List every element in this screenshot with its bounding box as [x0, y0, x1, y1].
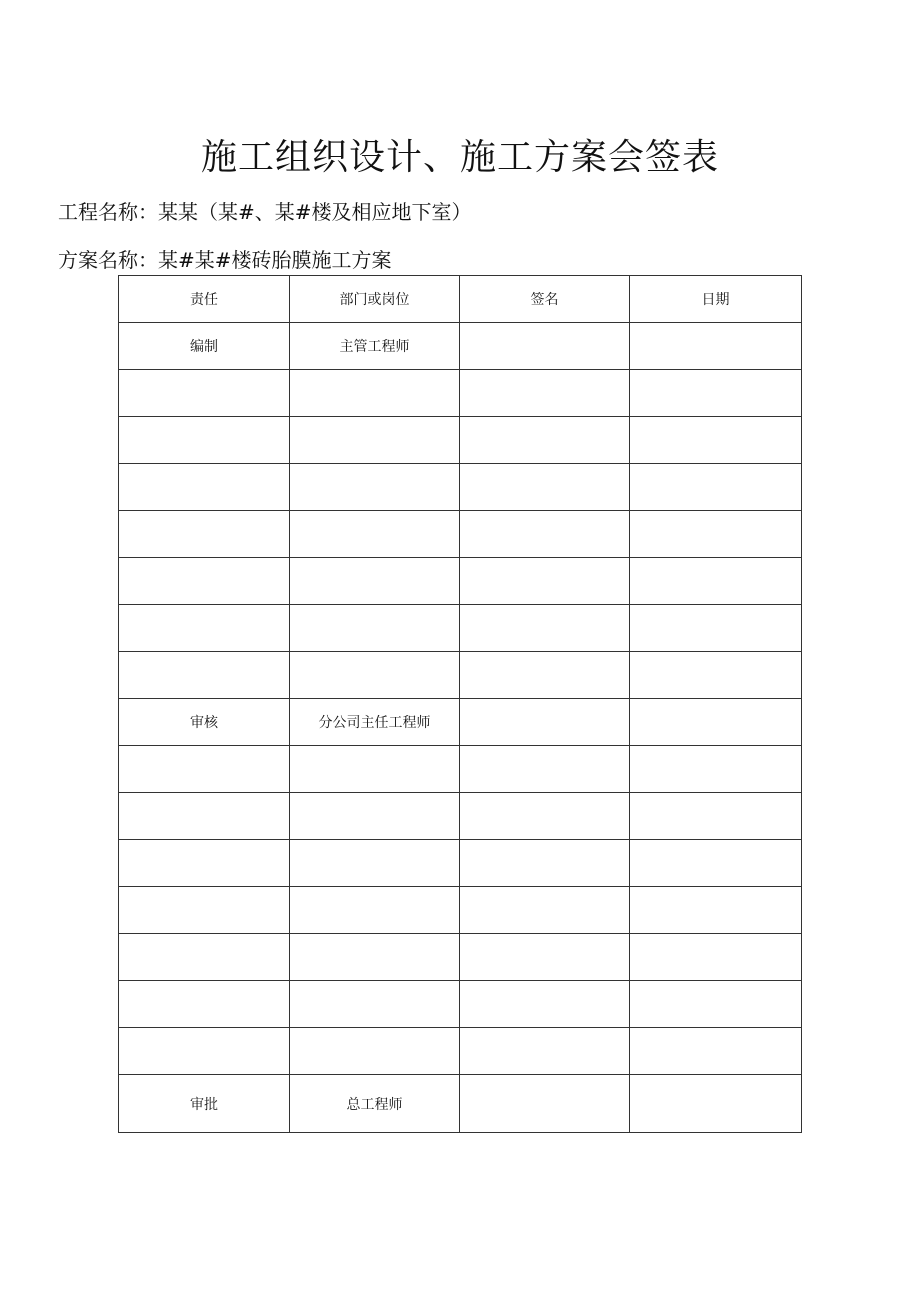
- department-cell: [290, 652, 460, 699]
- table-row: [119, 605, 802, 652]
- responsibility-cell: 审核: [119, 699, 290, 746]
- responsibility-cell: [119, 746, 290, 793]
- table-row: [119, 652, 802, 699]
- department-cell: 主管工程师: [290, 323, 460, 370]
- table-row: [119, 887, 802, 934]
- department-cell: [290, 934, 460, 981]
- table-row: [119, 699, 802, 746]
- department-cell: [290, 558, 460, 605]
- responsibility-cell: [119, 605, 290, 652]
- signature-cell: [460, 746, 630, 793]
- signature-cell: [460, 1028, 630, 1075]
- department-cell: 分公司主任工程师: [290, 699, 460, 746]
- signature-cell: [460, 370, 630, 417]
- signature-cell: [460, 1075, 630, 1133]
- project-name-value: 某某（某#、某#楼及相应地下室）: [158, 200, 472, 224]
- signature-cell: [460, 981, 630, 1028]
- responsibility-cell: [119, 370, 290, 417]
- responsibility-cell: [119, 793, 290, 840]
- scheme-name-line: [58, 246, 392, 274]
- table-row: [119, 1028, 802, 1075]
- table-header-row: [119, 276, 802, 323]
- responsibility-cell: [119, 840, 290, 887]
- scheme-name-label: 方案名称：: [58, 248, 158, 272]
- header-date: 日期: [630, 276, 802, 323]
- date-cell: [630, 511, 802, 558]
- department-cell: [290, 1028, 460, 1075]
- signature-cell: [460, 605, 630, 652]
- date-cell: [630, 1028, 802, 1075]
- date-cell: [630, 934, 802, 981]
- page-title: 施工组织设计、施工方案会签表: [200, 137, 719, 178]
- responsibility-cell: [119, 981, 290, 1028]
- table-row: [119, 323, 802, 370]
- department-cell: 总工程师: [290, 1075, 460, 1133]
- department-cell: [290, 746, 460, 793]
- date-cell: [630, 840, 802, 887]
- header-department: 部门或岗位: [290, 276, 460, 323]
- responsibility-cell: [119, 1028, 290, 1075]
- date-cell: [630, 323, 802, 370]
- header-responsibility: 责任: [119, 276, 290, 323]
- table-row: [119, 1075, 802, 1133]
- signature-cell: [460, 934, 630, 981]
- signature-cell: [460, 511, 630, 558]
- table-row: [119, 464, 802, 511]
- date-cell: [630, 370, 802, 417]
- responsibility-cell: [119, 934, 290, 981]
- project-name-label: 工程名称：: [58, 200, 158, 224]
- sign-off-table: [118, 275, 802, 1133]
- department-cell: [290, 887, 460, 934]
- signature-cell: [460, 699, 630, 746]
- date-cell: [630, 793, 802, 840]
- table-row: [119, 793, 802, 840]
- department-cell: [290, 511, 460, 558]
- date-cell: [630, 699, 802, 746]
- responsibility-cell: [119, 417, 290, 464]
- table-row: [119, 511, 802, 558]
- date-cell: [630, 1075, 802, 1133]
- responsibility-cell: [119, 464, 290, 511]
- department-cell: [290, 793, 460, 840]
- signature-cell: [460, 323, 630, 370]
- date-cell: [630, 417, 802, 464]
- table-row: [119, 840, 802, 887]
- responsibility-cell: [119, 887, 290, 934]
- date-cell: [630, 605, 802, 652]
- responsibility-cell: 审批: [119, 1075, 290, 1133]
- signature-cell: [460, 464, 630, 511]
- responsibility-cell: [119, 511, 290, 558]
- date-cell: [630, 652, 802, 699]
- scheme-name-value: 某#某#楼砖胎膜施工方案: [158, 248, 392, 272]
- date-cell: [630, 887, 802, 934]
- responsibility-cell: [119, 558, 290, 605]
- department-cell: [290, 981, 460, 1028]
- signature-cell: [460, 558, 630, 605]
- department-cell: [290, 840, 460, 887]
- table-row: [119, 746, 802, 793]
- signature-cell: [460, 793, 630, 840]
- date-cell: [630, 558, 802, 605]
- responsibility-cell: 编制: [119, 323, 290, 370]
- table-row: [119, 934, 802, 981]
- table-row: [119, 370, 802, 417]
- responsibility-cell: [119, 652, 290, 699]
- header-signature: 签名: [460, 276, 630, 323]
- signature-cell: [460, 840, 630, 887]
- project-name-line: [58, 198, 472, 226]
- table-row: [119, 558, 802, 605]
- department-cell: [290, 605, 460, 652]
- table-row: [119, 417, 802, 464]
- date-cell: [630, 981, 802, 1028]
- department-cell: [290, 464, 460, 511]
- table-row: [119, 981, 802, 1028]
- signature-cell: [460, 417, 630, 464]
- signature-cell: [460, 887, 630, 934]
- department-cell: [290, 370, 460, 417]
- date-cell: [630, 464, 802, 511]
- department-cell: [290, 417, 460, 464]
- signature-cell: [460, 652, 630, 699]
- date-cell: [630, 746, 802, 793]
